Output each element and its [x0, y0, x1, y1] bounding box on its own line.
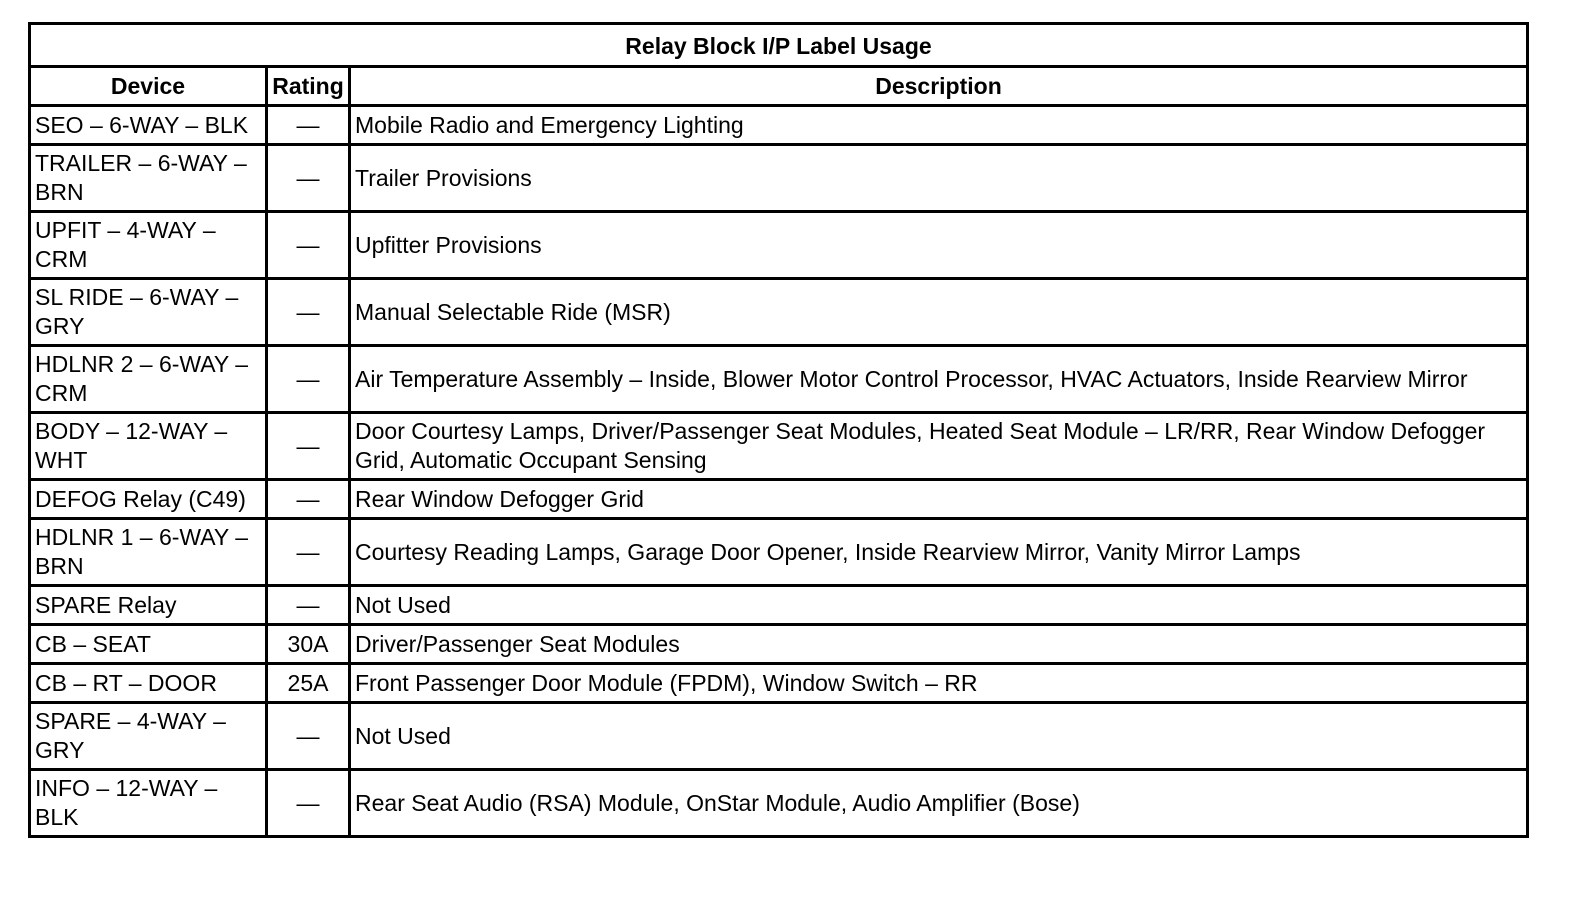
rating-cell: 30A — [267, 625, 350, 664]
device-cell: DEFOG Relay (C49) — [30, 480, 267, 519]
table-row — [30, 106, 1528, 145]
rating-cell: — — [267, 346, 350, 413]
table-row — [30, 586, 1528, 625]
device-cell: SEO – 6-WAY – BLK — [30, 106, 267, 145]
device-cell: HDLNR 1 – 6-WAY – BRN — [30, 519, 267, 586]
table-row — [30, 413, 1528, 480]
device-cell: SPARE – 4-WAY – GRY — [30, 703, 267, 770]
header-device: Device — [30, 67, 267, 106]
relay-block-table — [28, 22, 1529, 838]
table-row — [30, 664, 1528, 703]
table-row — [30, 519, 1528, 586]
description-cell: Not Used — [350, 703, 1528, 770]
rating-cell: — — [267, 212, 350, 279]
description-cell: Courtesy Reading Lamps, Garage Door Opener, Inside Rearview Mirror, Vanity Mirror Lamps — [350, 519, 1528, 586]
device-cell: SPARE Relay — [30, 586, 267, 625]
table-row — [30, 212, 1528, 279]
description-cell: Rear Seat Audio (RSA) Module, OnStar Module, Audio Amplifier (Bose) — [350, 770, 1528, 837]
rating-cell: — — [267, 480, 350, 519]
rating-cell: — — [267, 586, 350, 625]
header-description: Description — [350, 67, 1528, 106]
description-cell: Air Temperature Assembly – Inside, Blower Motor Control Processor, HVAC Actuators, Inside Rearview Mirror — [350, 346, 1528, 413]
table-row — [30, 346, 1528, 413]
description-cell: Driver/Passenger Seat Modules — [350, 625, 1528, 664]
device-cell: CB – SEAT — [30, 625, 267, 664]
description-cell: Not Used — [350, 586, 1528, 625]
device-cell: UPFIT – 4-WAY – CRM — [30, 212, 267, 279]
table-row — [30, 279, 1528, 346]
description-cell: Door Courtesy Lamps, Driver/Passenger Seat Modules, Heated Seat Module – LR/RR, Rear Window Defogger Grid, Automatic Occupant Sensing — [350, 413, 1528, 480]
title-row — [30, 24, 1528, 67]
device-cell: TRAILER – 6-WAY – BRN — [30, 145, 267, 212]
device-cell: SL RIDE – 6-WAY – GRY — [30, 279, 267, 346]
device-cell: BODY – 12-WAY – WHT — [30, 413, 267, 480]
rating-cell: — — [267, 519, 350, 586]
header-row — [30, 67, 1528, 106]
table-row — [30, 625, 1528, 664]
device-cell: HDLNR 2 – 6-WAY – CRM — [30, 346, 267, 413]
rating-cell: — — [267, 279, 350, 346]
device-cell: INFO – 12-WAY – BLK — [30, 770, 267, 837]
rating-cell: 25A — [267, 664, 350, 703]
description-cell: Rear Window Defogger Grid — [350, 480, 1528, 519]
device-cell: CB – RT – DOOR — [30, 664, 267, 703]
table-title: Relay Block I/P Label Usage — [30, 24, 1528, 67]
description-cell: Manual Selectable Ride (MSR) — [350, 279, 1528, 346]
rating-cell: — — [267, 413, 350, 480]
rating-cell: — — [267, 106, 350, 145]
description-cell: Trailer Provisions — [350, 145, 1528, 212]
description-cell: Front Passenger Door Module (FPDM), Window Switch – RR — [350, 664, 1528, 703]
table-row — [30, 703, 1528, 770]
header-rating: Rating — [267, 67, 350, 106]
table-row — [30, 480, 1528, 519]
rating-cell: — — [267, 145, 350, 212]
relay-block-table-container — [28, 22, 1529, 838]
description-cell: Mobile Radio and Emergency Lighting — [350, 106, 1528, 145]
rating-cell: — — [267, 770, 350, 837]
table-row — [30, 145, 1528, 212]
table-row — [30, 770, 1528, 837]
description-cell: Upfitter Provisions — [350, 212, 1528, 279]
rating-cell: — — [267, 703, 350, 770]
